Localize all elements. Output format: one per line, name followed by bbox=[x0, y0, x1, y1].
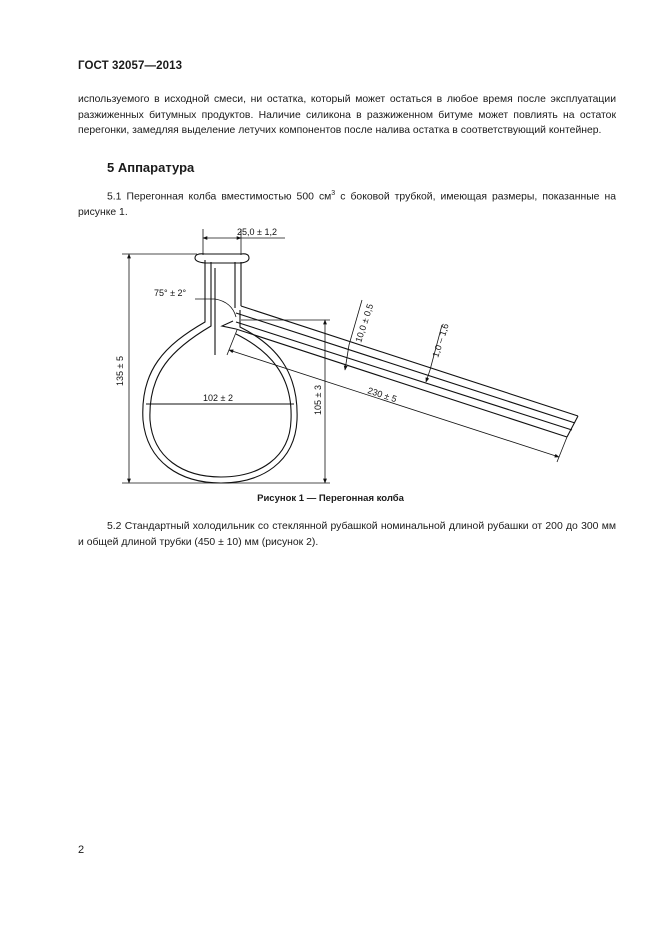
paragraph-5-1 bbox=[78, 186, 616, 220]
tube-length-dimension bbox=[229, 350, 559, 457]
section-title: 5 Аппаратура bbox=[107, 160, 195, 175]
superscript-3: 3 bbox=[331, 190, 336, 197]
paragraph-continuation: используемого в исходной смеси, ни остатка, который может остаться в любое время после эксплуатации разжиженных битумных продуктов. Наличие силикона в разжиженном битуме может повлиять на остаток перегонки, замедляя выделение летучих компонентов после налива остатка в соответствующий контейнер. bbox=[78, 94, 616, 136]
flask-outer-contour bbox=[143, 260, 297, 483]
tube-outer-label: 10,0 ± 0,5 bbox=[353, 302, 376, 344]
angle-arc bbox=[215, 299, 236, 317]
side-tube-lower-outer bbox=[236, 329, 567, 437]
total-height-label: 135 ± 5 bbox=[115, 356, 125, 386]
document-header: ГОСТ 32057—2013 bbox=[78, 60, 183, 72]
neck-width-label: 25,0 ± 1,2 bbox=[237, 227, 277, 237]
side-tube-upper-inner bbox=[236, 313, 575, 423]
wall-thickness-label: 1,0 – 1,6 bbox=[430, 322, 451, 359]
bulb-diameter-label: 102 ± 2 bbox=[203, 393, 233, 403]
paragraph-5-2: 5.2 Стандартный холодильник со стеклянной рубашкой номинальной длиной рубашки от 200 до 300 мм и общей длиной трубки (450 ± 10) мм (рисунок 2). bbox=[78, 521, 616, 548]
tube-length-label: 230 ± 5 bbox=[366, 385, 398, 405]
tube-height-label: 105 ± 3 bbox=[313, 385, 323, 415]
flask-inner-contour bbox=[150, 262, 291, 477]
figure-caption: Рисунок 1 — Перегонная колба bbox=[257, 493, 404, 504]
page-number: 2 bbox=[78, 844, 85, 856]
side-tube-end bbox=[567, 416, 578, 437]
paragraph-5-1-text-start: 5.1 Перегонная колба вместимостью 500 см bbox=[107, 191, 332, 203]
neck-lip bbox=[195, 254, 249, 263]
side-tube-upper-outer bbox=[241, 306, 578, 416]
angle-label: 75° ± 2° bbox=[154, 288, 187, 298]
paragraph-5-1-text-end: с боковой трубкой, имеющая размеры, показанные на рисунке 1. bbox=[78, 191, 616, 218]
side-tube-lower-inner bbox=[236, 322, 572, 430]
